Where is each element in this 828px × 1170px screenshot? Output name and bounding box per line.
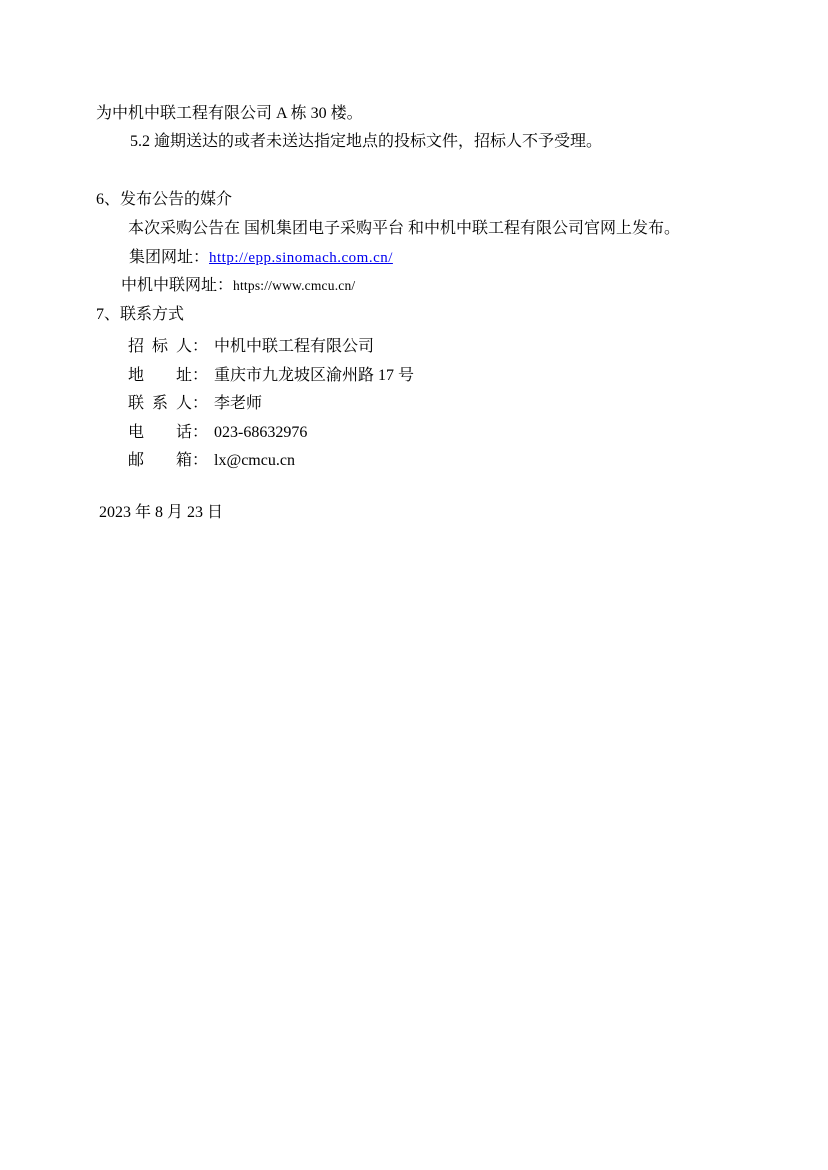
section-7-heading: 7、联系方式	[96, 306, 185, 323]
contact-row-contact-person	[128, 390, 262, 413]
contact-row-phone	[128, 419, 307, 442]
section-6-body-text: 本次采购公告在 国机集团电子采购平台 和中机中联工程有限公司官网上发布。	[128, 220, 681, 237]
contact-colon: ：	[192, 452, 209, 469]
contact-colon: ：	[192, 395, 209, 412]
contact-label-contact-person: 联系人	[128, 395, 192, 412]
group-website-link[interactable]: http://epp.sinomach.com.cn/	[209, 250, 393, 266]
contact-row-tenderee	[128, 333, 374, 356]
contact-value-phone: 023-68632976	[214, 424, 308, 441]
group-website-label: 集团网址：	[129, 249, 210, 266]
contact-label-tenderee: 招标人	[128, 338, 192, 355]
section-6-heading: 6、发布公告的媒介	[96, 191, 233, 208]
contact-row-address	[128, 362, 414, 385]
contact-value-contact-person: 李老师	[214, 395, 263, 412]
contact-label-address: 地址	[128, 367, 192, 384]
group-website-line	[129, 248, 393, 267]
contact-colon: ：	[192, 424, 209, 441]
cmcu-website-label: 中机中联网址：	[121, 277, 234, 294]
contact-value-address: 重庆市九龙坡区渝州路 17 号	[214, 367, 415, 384]
contact-value-tenderee: 中机中联工程有限公司	[214, 338, 375, 355]
contact-row-email	[128, 447, 295, 470]
cmcu-website-url: https://www.cmcu.cn/	[233, 278, 356, 293]
clause-5-2-text: 5.2 逾期送达的或者未送达指定地点的投标文件，招标人不予受理。	[130, 133, 603, 150]
contact-value-email: lx@cmcu.cn	[214, 452, 295, 469]
clause-5-1-continuation-text: 为中机中联工程有限公司 A 栋 30 楼。	[96, 105, 363, 122]
contact-colon: ：	[192, 367, 209, 384]
contact-label-phone: 电话	[128, 424, 192, 441]
cmcu-website-line	[121, 276, 355, 295]
contact-label-email: 邮箱	[128, 452, 192, 469]
contact-colon: ：	[192, 338, 209, 355]
document-date: 2023 年 8 月 23 日	[99, 504, 224, 521]
